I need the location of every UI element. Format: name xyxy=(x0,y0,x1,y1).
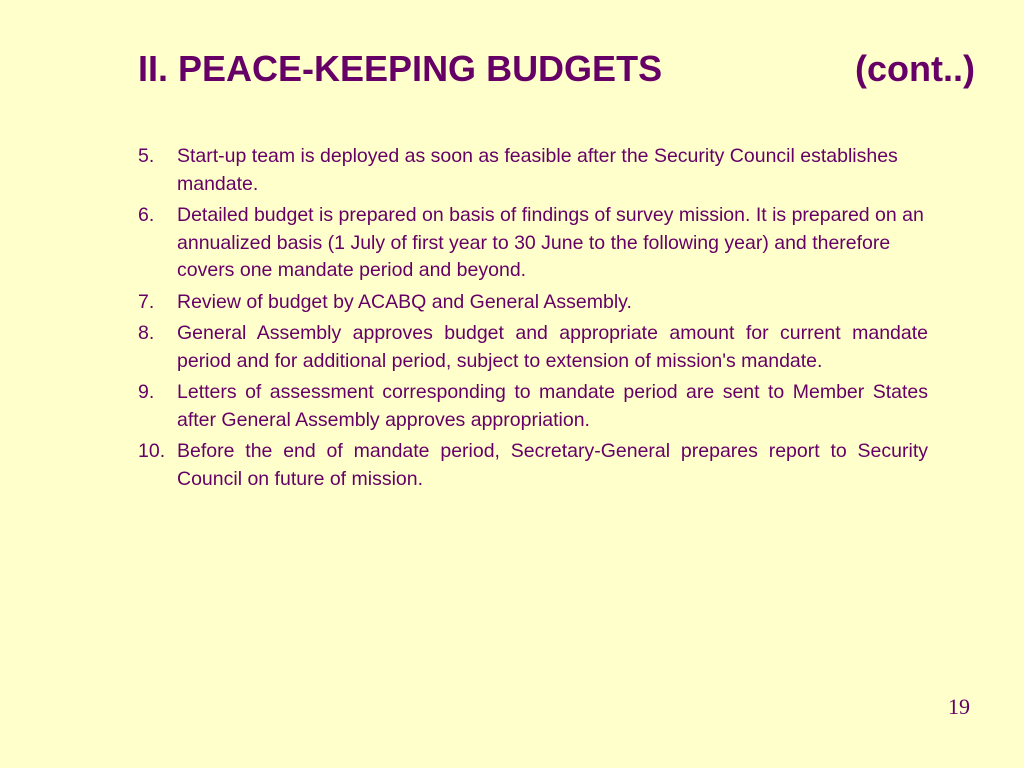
list-item-number: 10. xyxy=(138,440,166,462)
slide-title-cont: (cont..) xyxy=(855,48,975,89)
list-item-number: 8. xyxy=(138,322,155,344)
list-item-number: 6. xyxy=(138,204,155,226)
list-item-text: Review of budget by ACABQ and General Assembly. xyxy=(177,290,632,313)
list-item-text: Letters of assessment corresponding to mandate period are sent to Member States after General Assembly approves appropriation. xyxy=(177,381,928,431)
list-item xyxy=(138,438,928,493)
list-item-text: Detailed budget is prepared on basis of findings of survey mission. It is prepared on an annualized basis (1 July of first year to 30 June to the following year) and therefore covers one mandate period and beyond. xyxy=(177,204,924,281)
list-item-text: General Assembly approves budget and appropriate amount for current mandate period and for additional period, subject to extension of mission's mandate. xyxy=(177,322,928,372)
list-item xyxy=(138,289,928,317)
numbered-list xyxy=(138,143,928,497)
list-item-text: Start-up team is deployed as soon as feasible after the Security Council establishes mandate. xyxy=(177,145,898,195)
list-item xyxy=(138,379,928,434)
list-item-number: 9. xyxy=(138,381,155,403)
slide-title xyxy=(138,44,978,94)
list-item xyxy=(138,202,928,285)
list-item xyxy=(138,320,928,375)
list-item-number: 5. xyxy=(138,145,155,167)
list-item xyxy=(138,143,928,198)
slide-title-main: II. PEACE-KEEPING BUDGETS xyxy=(138,48,663,89)
list-item-number: 7. xyxy=(138,290,155,313)
page-number: 19 xyxy=(948,694,970,719)
list-item-text: Before the end of mandate period, Secretary-General prepares report to Security Council on future of mission. xyxy=(177,440,928,490)
